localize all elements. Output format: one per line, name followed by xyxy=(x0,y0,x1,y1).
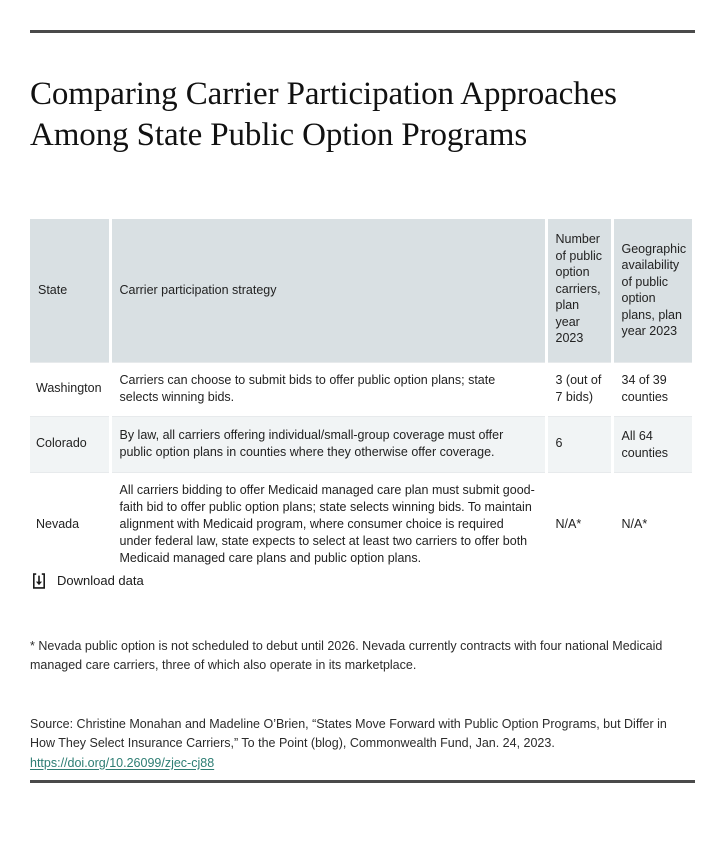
cell-state: Nevada xyxy=(30,472,110,577)
cell-carriers: N/A* xyxy=(546,472,612,577)
column-header-carriers: Number of public option carriers, plan year 2023 xyxy=(546,219,612,362)
data-table-container xyxy=(30,219,692,577)
cell-state: Colorado xyxy=(30,416,110,472)
cell-carriers: 3 (out of 7 bids) xyxy=(546,362,612,416)
top-divider-rule xyxy=(30,30,695,33)
download-data-label: Download data xyxy=(57,573,144,588)
column-header-state: State xyxy=(30,219,110,362)
cell-geography: N/A* xyxy=(612,472,692,577)
table-row xyxy=(30,472,692,577)
table-row xyxy=(30,416,692,472)
download-icon xyxy=(30,572,48,590)
download-data-button[interactable] xyxy=(30,572,144,590)
table-header-row xyxy=(30,219,692,362)
table-header xyxy=(30,219,692,362)
cell-strategy: Carriers can choose to submit bids to offer public option plans; state selects winning bids. xyxy=(110,362,546,416)
column-header-strategy: Carrier participation strategy xyxy=(110,219,546,362)
footnote-text: * Nevada public option is not scheduled to debut until 2026. Nevada currently contracts with four national Medicaid managed care carriers, three of which also operate in its marketplace. xyxy=(30,638,663,672)
doi-link[interactable]: https://doi.org/10.26099/zjec-cj88 xyxy=(30,755,215,770)
cell-strategy: By law, all carriers offering individual/small-group coverage must offer public option plans in counties where they otherwise offer coverage. xyxy=(110,416,546,472)
carrier-participation-table xyxy=(30,219,692,577)
cell-strategy: All carriers bidding to offer Medicaid managed care plan must submit good-faith bid to offer public option plans; state selects winning bids. To maintain alignment with Medicaid program, where consumer choice is required under federal law, state expects to select at least two carriers to offer both Medicaid managed care plans and public option plans. xyxy=(110,472,546,577)
source-citation xyxy=(30,715,680,774)
cell-state: Washington xyxy=(30,362,110,416)
column-header-geography: Geographic availability of public option plans, plan year 2023 xyxy=(612,219,692,362)
bottom-divider-rule xyxy=(30,780,695,783)
table-body xyxy=(30,362,692,577)
cell-geography: All 64 counties xyxy=(612,416,692,472)
page-title: Comparing Carrier Participation Approaches Among State Public Option Programs xyxy=(30,76,617,154)
table-row xyxy=(30,362,692,416)
source-text: Source: Christine Monahan and Madeline O’Brien, “States Move Forward with Public Option Programs, but Differ in How They Select Insurance Carriers,” To the Point (blog), Commonwealth Fund, Jan. 24, 2023. xyxy=(30,716,667,750)
cell-carriers: 6 xyxy=(546,416,612,472)
cell-geography: 34 of 39 counties xyxy=(612,362,692,416)
